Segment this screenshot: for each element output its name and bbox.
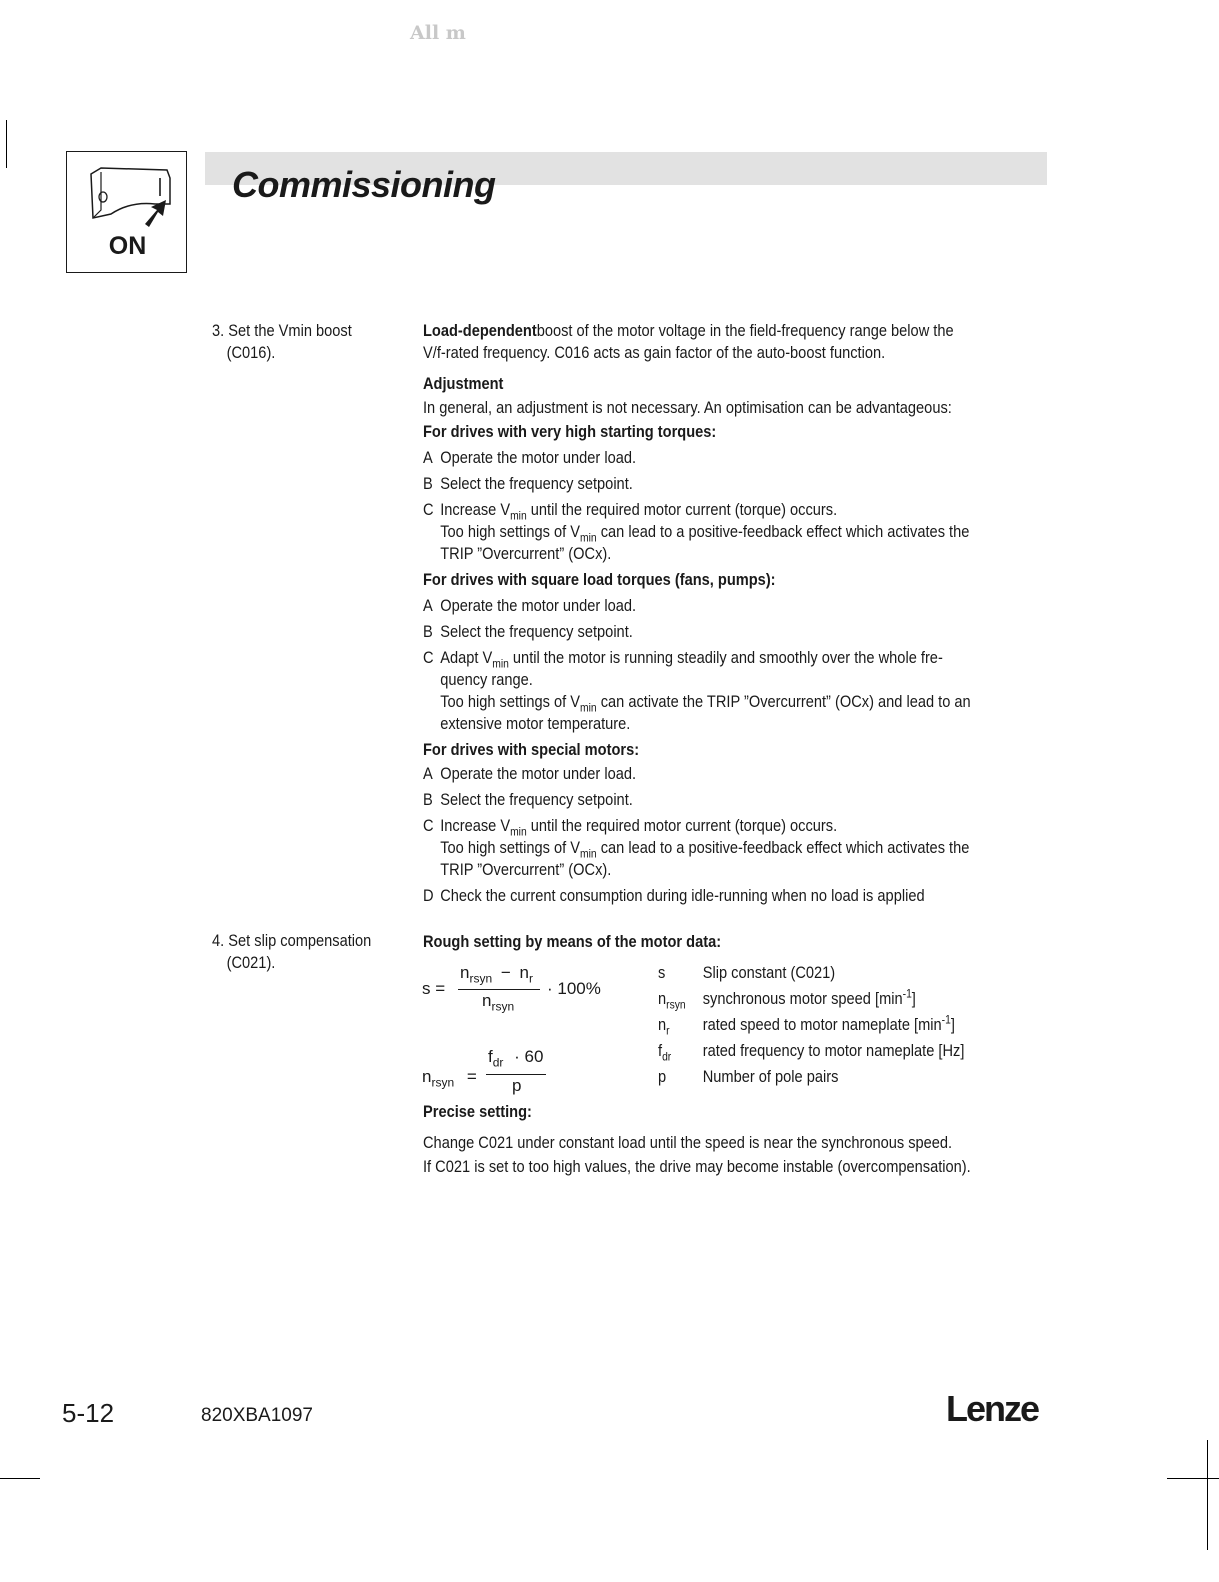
legend-symbol: $f_{dr}$ [658,1041,672,1064]
legend-row [658,988,964,1014]
page-title: Commissioning [232,164,496,205]
precise-heading: Precise setting: [423,1102,532,1121]
list-item-cont: TRIP ”Overcurrent” (OCx). [440,860,612,879]
legend-description: Number of pole pairs [702,1067,839,1086]
symbol-legend [658,962,1014,1092]
legend-symbol: $n_r$ [658,1015,670,1038]
brand-logo: Lenze [946,1388,1039,1429]
legend-symbol: $n_{rsyn}$ [658,989,686,1012]
on-icon-label: ON [108,232,147,260]
legend-row [658,1014,964,1040]
sec3-heading: For drives with special motors: [423,740,640,759]
formula2-denominator: p [512,1076,522,1095]
doc-code: 820XBA1097 [201,1405,313,1426]
power-switch-icon [67,152,188,232]
legend-description: rated speed to motor nameplate $[\min^{-1}]$ [702,1012,955,1034]
rough-setting-heading: Rough setting by means of the motor data: [423,932,722,951]
precise-line1: Change C021 under constant load until the speed is near the synchronous speed. [423,1133,953,1152]
legend-symbol: p [658,1067,667,1086]
list-item: B Select the frequency setpoint. [423,790,633,809]
precise-setting [423,1101,1060,1180]
step4-label: 4. Set slip compensation (C021). [212,931,372,972]
list-item: A Operate the motor under load. [423,764,637,783]
list-item-cont: Too high settings of $V_{min}$ can activate the TRIP ”Overcurrent” (OCx) and lead to an [440,692,971,715]
formula1-numerator: $n_{rsyn} - n_r$ [460,963,534,986]
list-item-cont: quency range. [440,670,533,689]
step3-label: 3. Set the Vmin boost (C016). [212,321,352,362]
legend-description: rated frequency to motor nameplate [Hz] [702,1041,965,1060]
formula1-denominator: $n_{rsyn}$ [482,991,515,1014]
crop-mark-left-top [6,120,7,168]
list-item-cont: extensive motor temperature. [440,714,631,733]
crop-mark-right-bottom-v [1207,1440,1208,1550]
legend-description: synchronous motor speed $[\min^{-1}]$ [702,986,916,1008]
list-item: B Select the frequency setpoint. [423,622,633,641]
adjustment-heading: Adjustment [423,374,504,393]
step3-content [423,320,1060,907]
list-item: A Operate the motor under load. [423,448,637,467]
list-item: C Increase $V_{min}$ until the required motor current (torque) occurs. [423,500,838,523]
list-item-cont: Too high settings of $V_{min}$ can lead to a positive-feedback effect which activates the [440,838,970,861]
crop-mark-left-bottom [0,1478,40,1479]
list-item: D Check the current consumption during idle-running when no load is applied [423,886,925,905]
legend-row [658,1066,964,1092]
legend-row [658,1040,964,1066]
list-item: C Increase $V_{min}$ until the required motor current (torque) occurs. [423,816,838,839]
on-icon-box [66,151,187,273]
adjustment-text: In general, an adjustment is not necessary. An optimisation can be advantageous: [423,398,952,417]
formula2-numerator: $f_{dr} \cdot 60$ [488,1047,544,1070]
formula1-lhs: s = [422,979,446,998]
list-item-cont: Too high settings of $V_{min}$ can lead to a positive-feedback effect which activates the [440,522,970,545]
formula2-lhs: $n_{rsyn}$ = [422,1067,477,1090]
precise-line2: If C021 is set to too high values, the drive may become instable (overcompensation). [423,1157,971,1176]
watermark: All m [410,22,466,44]
page-number: 5-12 [62,1398,115,1428]
list-item: A Operate the motor under load. [423,596,637,615]
list-item: C Adapt $V_{min}$ until the motor is running steadily and smoothly over the whole fre- [423,648,943,671]
formula1-times: · 100% [547,979,601,998]
list-item-cont: TRIP ”Overcurrent” (OCx). [440,544,612,563]
legend-symbol: s [658,963,666,982]
sec2-heading: For drives with square load torques (fans, pumps): [423,570,776,589]
step3-intro-line2: V/f-rated frequency. C016 acts as gain factor of the auto-boost function. [423,343,886,362]
legend-row [658,962,964,988]
step3-intro: Load-dependentboost of the motor voltage in the field-frequency range below the [423,321,954,340]
list-item: B Select the frequency setpoint. [423,474,633,493]
crop-mark-right-bottom-h [1167,1478,1219,1479]
legend-description: Slip constant (C021) [702,963,836,982]
sec1-heading: For drives with very high starting torques: [423,422,717,441]
